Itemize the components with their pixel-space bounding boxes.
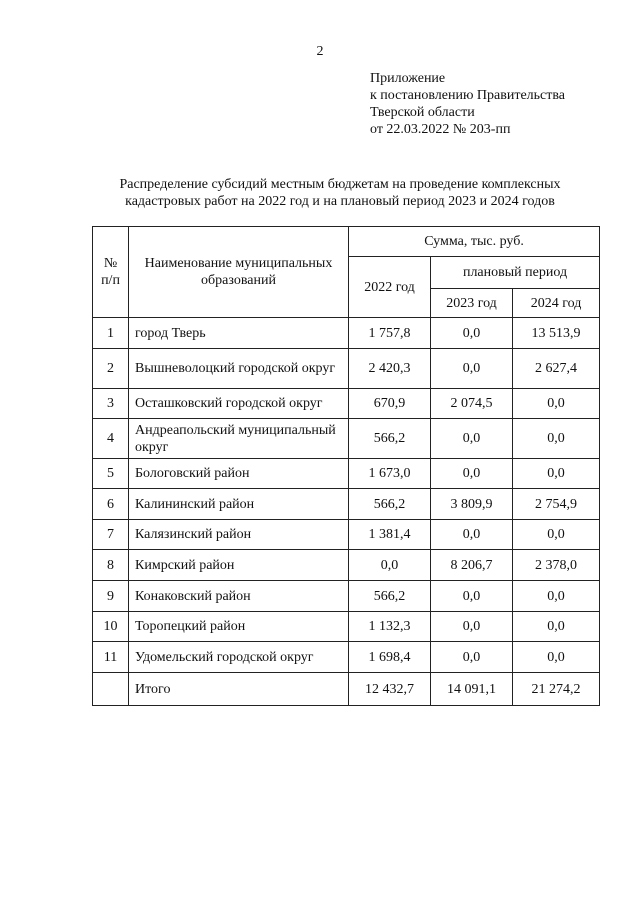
header-name: Наименование муниципальных образований: [129, 227, 349, 318]
header-2023: 2023 год: [431, 289, 513, 318]
total-label: Итого: [129, 673, 349, 706]
header-plan: плановый период: [431, 257, 600, 289]
cell-2023: 8 206,7: [431, 550, 513, 581]
annex-line: от 22.03.2022 № 203-пп: [370, 122, 511, 137]
cell-num: 11: [93, 642, 129, 673]
table-row: [93, 520, 600, 550]
cell-2024: 0,0: [513, 419, 600, 459]
cell-2023: 3 809,9: [431, 489, 513, 520]
annex-line: Приложение: [370, 71, 446, 86]
cell-num: 9: [93, 581, 129, 612]
table-row: [93, 581, 600, 612]
cell-2022: 0,0: [349, 550, 431, 581]
cell-2022: 1 381,4: [349, 520, 431, 550]
page-number: 2: [316, 44, 324, 59]
cell-2024: 0,0: [513, 642, 600, 673]
cell-2024: 0,0: [513, 520, 600, 550]
cell-2022: 1 698,4: [349, 642, 431, 673]
title-line: Распределение субсидий местным бюджетам на проведение комплексных: [119, 177, 561, 192]
table-row: [93, 389, 600, 419]
table-row: [93, 550, 600, 581]
cell-name: Калязинский район: [129, 520, 349, 550]
cell-name: Бологовский район: [129, 459, 349, 489]
cell-2024: 0,0: [513, 612, 600, 642]
cell-2023: 0,0: [431, 459, 513, 489]
total-2024: 21 274,2: [513, 673, 600, 706]
cell-2023: 0,0: [431, 642, 513, 673]
cell-num: 6: [93, 489, 129, 520]
header-sum: Сумма, тыс. руб.: [349, 227, 600, 257]
cell-num: 1: [93, 318, 129, 349]
cell-2022: 1 132,3: [349, 612, 431, 642]
table-row: [93, 459, 600, 489]
cell-2024: 13 513,9: [513, 318, 600, 349]
cell-name: Кимрский район: [129, 550, 349, 581]
cell-name: Андреапольский муниципальный округ: [129, 419, 349, 459]
annex-block: [370, 70, 565, 138]
subsidy-table: [92, 226, 600, 706]
header-num: № п/п: [93, 227, 129, 318]
cell-2022: 566,2: [349, 489, 431, 520]
cell-name: Торопецкий район: [129, 612, 349, 642]
cell-2024: 2 378,0: [513, 550, 600, 581]
total-2023: 14 091,1: [431, 673, 513, 706]
cell-name: город Тверь: [129, 318, 349, 349]
table-row: [93, 612, 600, 642]
annex-line: к постановлению Правительства: [370, 88, 566, 103]
cell-2023: 0,0: [431, 581, 513, 612]
cell-num: 2: [93, 349, 129, 389]
cell-2022: 1 757,8: [349, 318, 431, 349]
cell-2023: 0,0: [431, 318, 513, 349]
cell-name: Вышневолоцкий городской округ: [129, 349, 349, 389]
total-num-empty: [93, 673, 129, 706]
cell-2024: 0,0: [513, 459, 600, 489]
cell-name: Калининский район: [129, 489, 349, 520]
table-row: [93, 642, 600, 673]
cell-2023: 0,0: [431, 520, 513, 550]
cell-2024: 2 627,4: [513, 349, 600, 389]
cell-name: Конаковский район: [129, 581, 349, 612]
cell-name: Удомельский городской округ: [129, 642, 349, 673]
table-row: [93, 349, 600, 389]
cell-2023: 0,0: [431, 419, 513, 459]
table-body: [93, 227, 600, 706]
header-2022: 2022 год: [349, 257, 431, 318]
total-2022: 12 432,7: [349, 673, 431, 706]
cell-num: 3: [93, 389, 129, 419]
table-row: [93, 489, 600, 520]
cell-name: Осташковский городской округ: [129, 389, 349, 419]
cell-2024: 0,0: [513, 581, 600, 612]
cell-2022: 566,2: [349, 581, 431, 612]
cell-2022: 670,9: [349, 389, 431, 419]
cell-num: 4: [93, 419, 129, 459]
document-title: [40, 176, 640, 210]
cell-2023: 2 074,5: [431, 389, 513, 419]
total-row: [93, 673, 600, 706]
title-line: кадастровых работ на 2022 год и на плановый период 2023 и 2024 годов: [125, 194, 555, 209]
cell-2023: 0,0: [431, 349, 513, 389]
cell-2022: 1 673,0: [349, 459, 431, 489]
table-row: [93, 419, 600, 459]
cell-num: 8: [93, 550, 129, 581]
table-row: [93, 318, 600, 349]
cell-2022: 2 420,3: [349, 349, 431, 389]
cell-num: 10: [93, 612, 129, 642]
cell-2024: 2 754,9: [513, 489, 600, 520]
cell-2022: 566,2: [349, 419, 431, 459]
cell-2024: 0,0: [513, 389, 600, 419]
cell-num: 5: [93, 459, 129, 489]
annex-line: Тверской области: [370, 105, 475, 120]
header-2024: 2024 год: [513, 289, 600, 318]
cell-num: 7: [93, 520, 129, 550]
cell-2023: 0,0: [431, 612, 513, 642]
